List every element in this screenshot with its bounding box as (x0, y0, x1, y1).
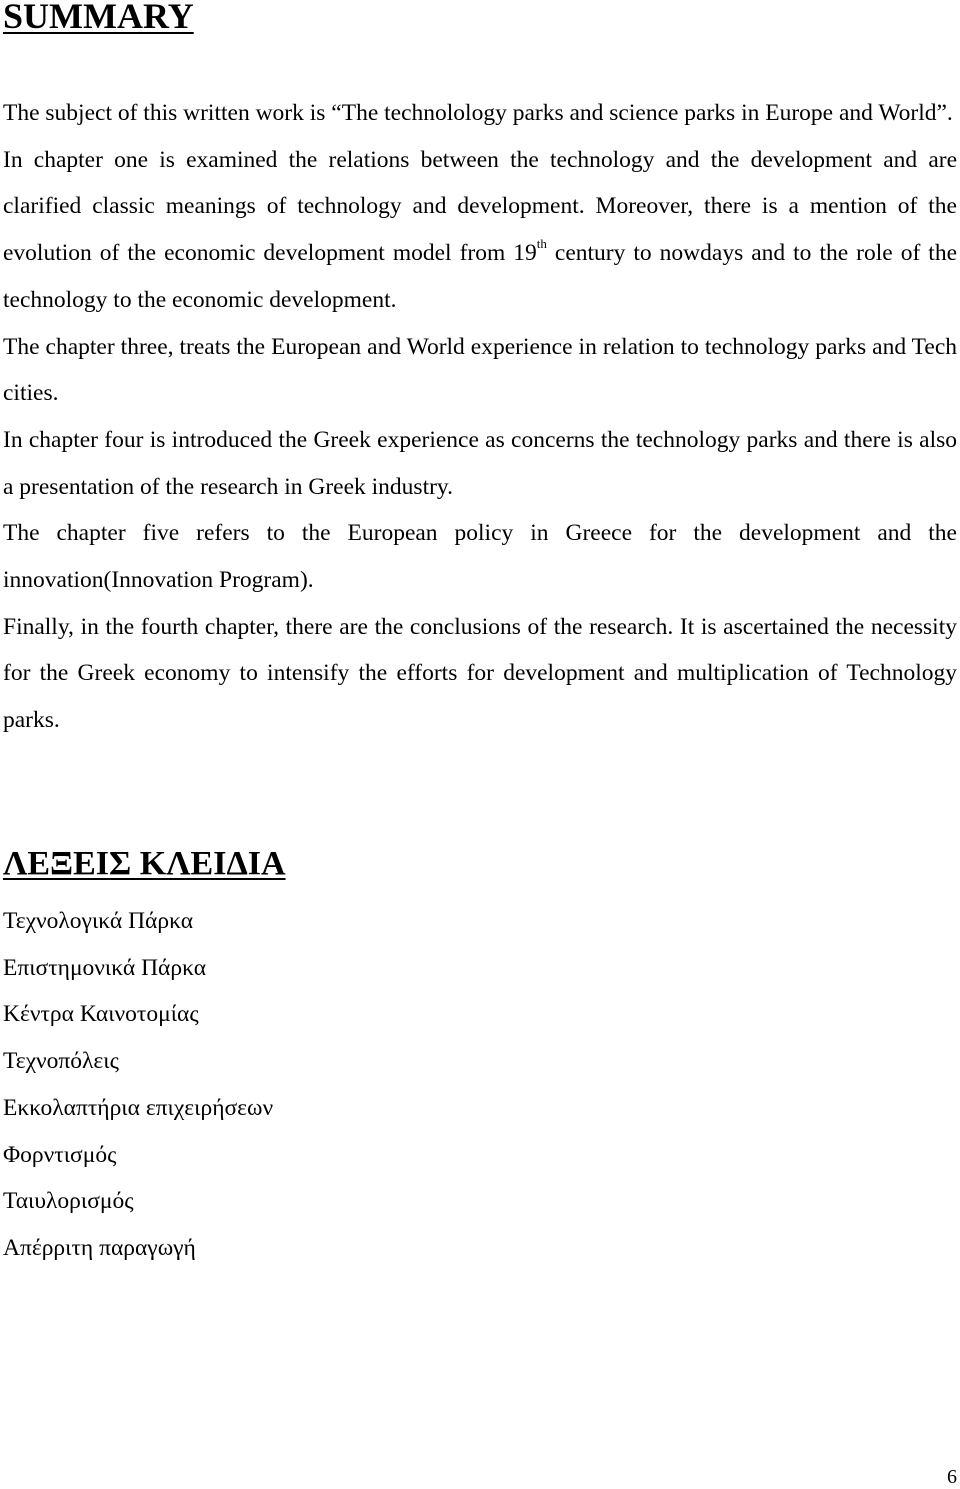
keyword-item: Απέρριτη παραγωγή (3, 1234, 196, 1261)
summary-paragraph-subject: The subject of this written work is “The technolology parks and science parks in Europe and World”. (3, 100, 953, 126)
summary-paragraph-chapter-three: The chapter three, treats the European and World experience in relation to technology parks and Tech cities. (3, 333, 957, 407)
keyword-item: Κέντρα Καινοτομίας (3, 1001, 199, 1028)
keywords-list (3, 898, 273, 1272)
keywords-heading: ΛΕΞΕΙΣ ΚΛΕΙΔΙΑ (3, 845, 286, 882)
summary-paragraph-chapter-one (3, 137, 957, 324)
summary-paragraph-chapter-four: In chapter four is introduced the Greek experience as concerns the technology parks and there is also a presentation of the research in Greek industry. (3, 426, 957, 500)
summary-heading: SUMMARY (3, 0, 194, 36)
summary-body (3, 90, 957, 744)
chapter-one-text-start: In chapter one is examined the relations between the technology and the development and are clarified classic meanings of technology and development. Moreover, there is a mention of the evolution of the economic development model from 19 (3, 146, 957, 267)
summary-paragraph-chapter-five: The chapter five refers to the European policy in Greece for the development and the innovation(Innovation Program). (3, 520, 957, 594)
page-number: 6 (947, 1466, 957, 1488)
summary-paragraph-conclusions: Finally, in the fourth chapter, there are the conclusions of the research. It is ascertained the necessity for the Greek economy to intensify the efforts for development and multiplication of Technology parks. (3, 613, 957, 734)
keyword-item: Ταιυλορισμός (3, 1188, 134, 1215)
keyword-item: Τεχνοπόλεις (3, 1048, 119, 1075)
keyword-item: Τεχνολογικά Πάρκα (3, 908, 194, 934)
keyword-item: Επιστημονικά Πάρκα (3, 954, 207, 981)
keyword-item: Εκκολαπτήρια επιχειρήσεων (3, 1094, 274, 1121)
keyword-item: Φορντισμός (3, 1141, 117, 1168)
chapter-one-text-end: century to nowdays and to the role of the technology to the economic development. (3, 240, 958, 313)
ordinal-superscript: th (536, 236, 547, 252)
